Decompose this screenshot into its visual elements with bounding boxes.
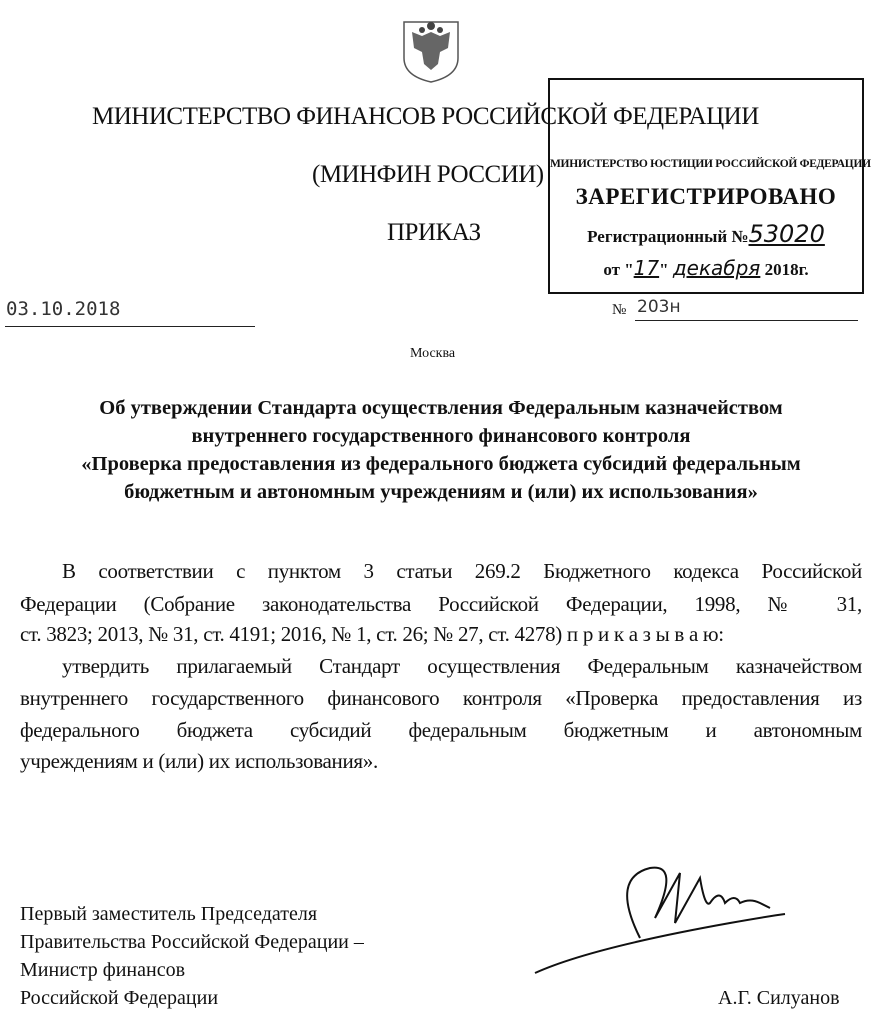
- stamp-month: декабря: [672, 256, 761, 280]
- body-line: В соответствии с пунктом 3 статьи 269.2 Бюджетного кодекса Российской: [62, 559, 862, 583]
- ministry-short-name: (МИНФИН РОССИИ): [312, 161, 544, 188]
- ministry-name: МИНИСТЕРСТВО ФИНАНСОВ РОССИЙСКОЙ ФЕДЕРАЦИИ: [92, 103, 759, 130]
- document-type: ПРИКАЗ: [387, 219, 481, 246]
- stamp-day: 17: [633, 256, 660, 280]
- title-line: «Проверка предоставления из федерального бюджета субсидий федеральным: [81, 453, 801, 475]
- title-line: бюджетным и автономным учреждениям и (или) их использования»: [124, 481, 758, 503]
- body-line: внутреннего государственного финансового контроля «Проверка предоставления из: [20, 686, 862, 710]
- stamp-reg-number: 53020: [748, 220, 825, 248]
- handwritten-signature: [530, 848, 790, 978]
- signatory-position-line: Российской Федерации: [20, 987, 219, 1009]
- signatory-name: А.Г. Силуанов: [718, 987, 840, 1009]
- body-line: Федерации (Собрание законодательства Российской Федерации, 1998, № 31,: [20, 592, 862, 616]
- body-line: утвердить прилагаемый Стандарт осуществления Федеральным казначейством: [62, 654, 862, 678]
- registration-stamp: МИНИСТЕРСТВО ЮСТИЦИИ РОССИЙСКОЙ ФЕДЕРАЦИИ ЗАРЕГИСТРИРОВАНО Регистрационный №53020 от "17" декабря 2018г.: [548, 78, 864, 294]
- signatory-position-line: Министр финансов: [20, 959, 186, 981]
- title-line: внутреннего государственного финансового контроля: [191, 425, 691, 447]
- body-line: учреждениям и (или) их использования».: [20, 749, 378, 773]
- stamp-status: ЗАРЕГИСТРИРОВАНО: [575, 184, 837, 209]
- title-line: Об утверждении Стандарта осуществления Федеральным казначейством: [99, 397, 783, 419]
- city: Москва: [410, 346, 456, 361]
- body-line: ст. 3823; 2013, № 31, ст. 4191; 2016, № 1, ст. 26; № 27, ст. 4278) п р и к а з ы в а ю:: [20, 622, 724, 646]
- body-line: федерального бюджета субсидий федеральным бюджетным и автономным: [20, 718, 862, 742]
- stamp-authority: МИНИСТЕРСТВО ЮСТИЦИИ РОССИЙСКОЙ ФЕДЕРАЦИИ: [550, 158, 871, 170]
- stamp-reg-label: Регистрационный №: [587, 227, 749, 246]
- order-date: 03.10.2018: [6, 298, 121, 320]
- order-number: 203н: [637, 297, 681, 317]
- number-label: №: [612, 302, 627, 318]
- stamp-year: 2018г.: [764, 260, 809, 279]
- signatory-position-line: Правительства Российской Федерации –: [20, 931, 364, 953]
- stamp-date-prefix: от ": [603, 260, 634, 279]
- signatory-position-line: Первый заместитель Председателя: [20, 903, 318, 925]
- coat-of-arms-emblem: [398, 18, 464, 84]
